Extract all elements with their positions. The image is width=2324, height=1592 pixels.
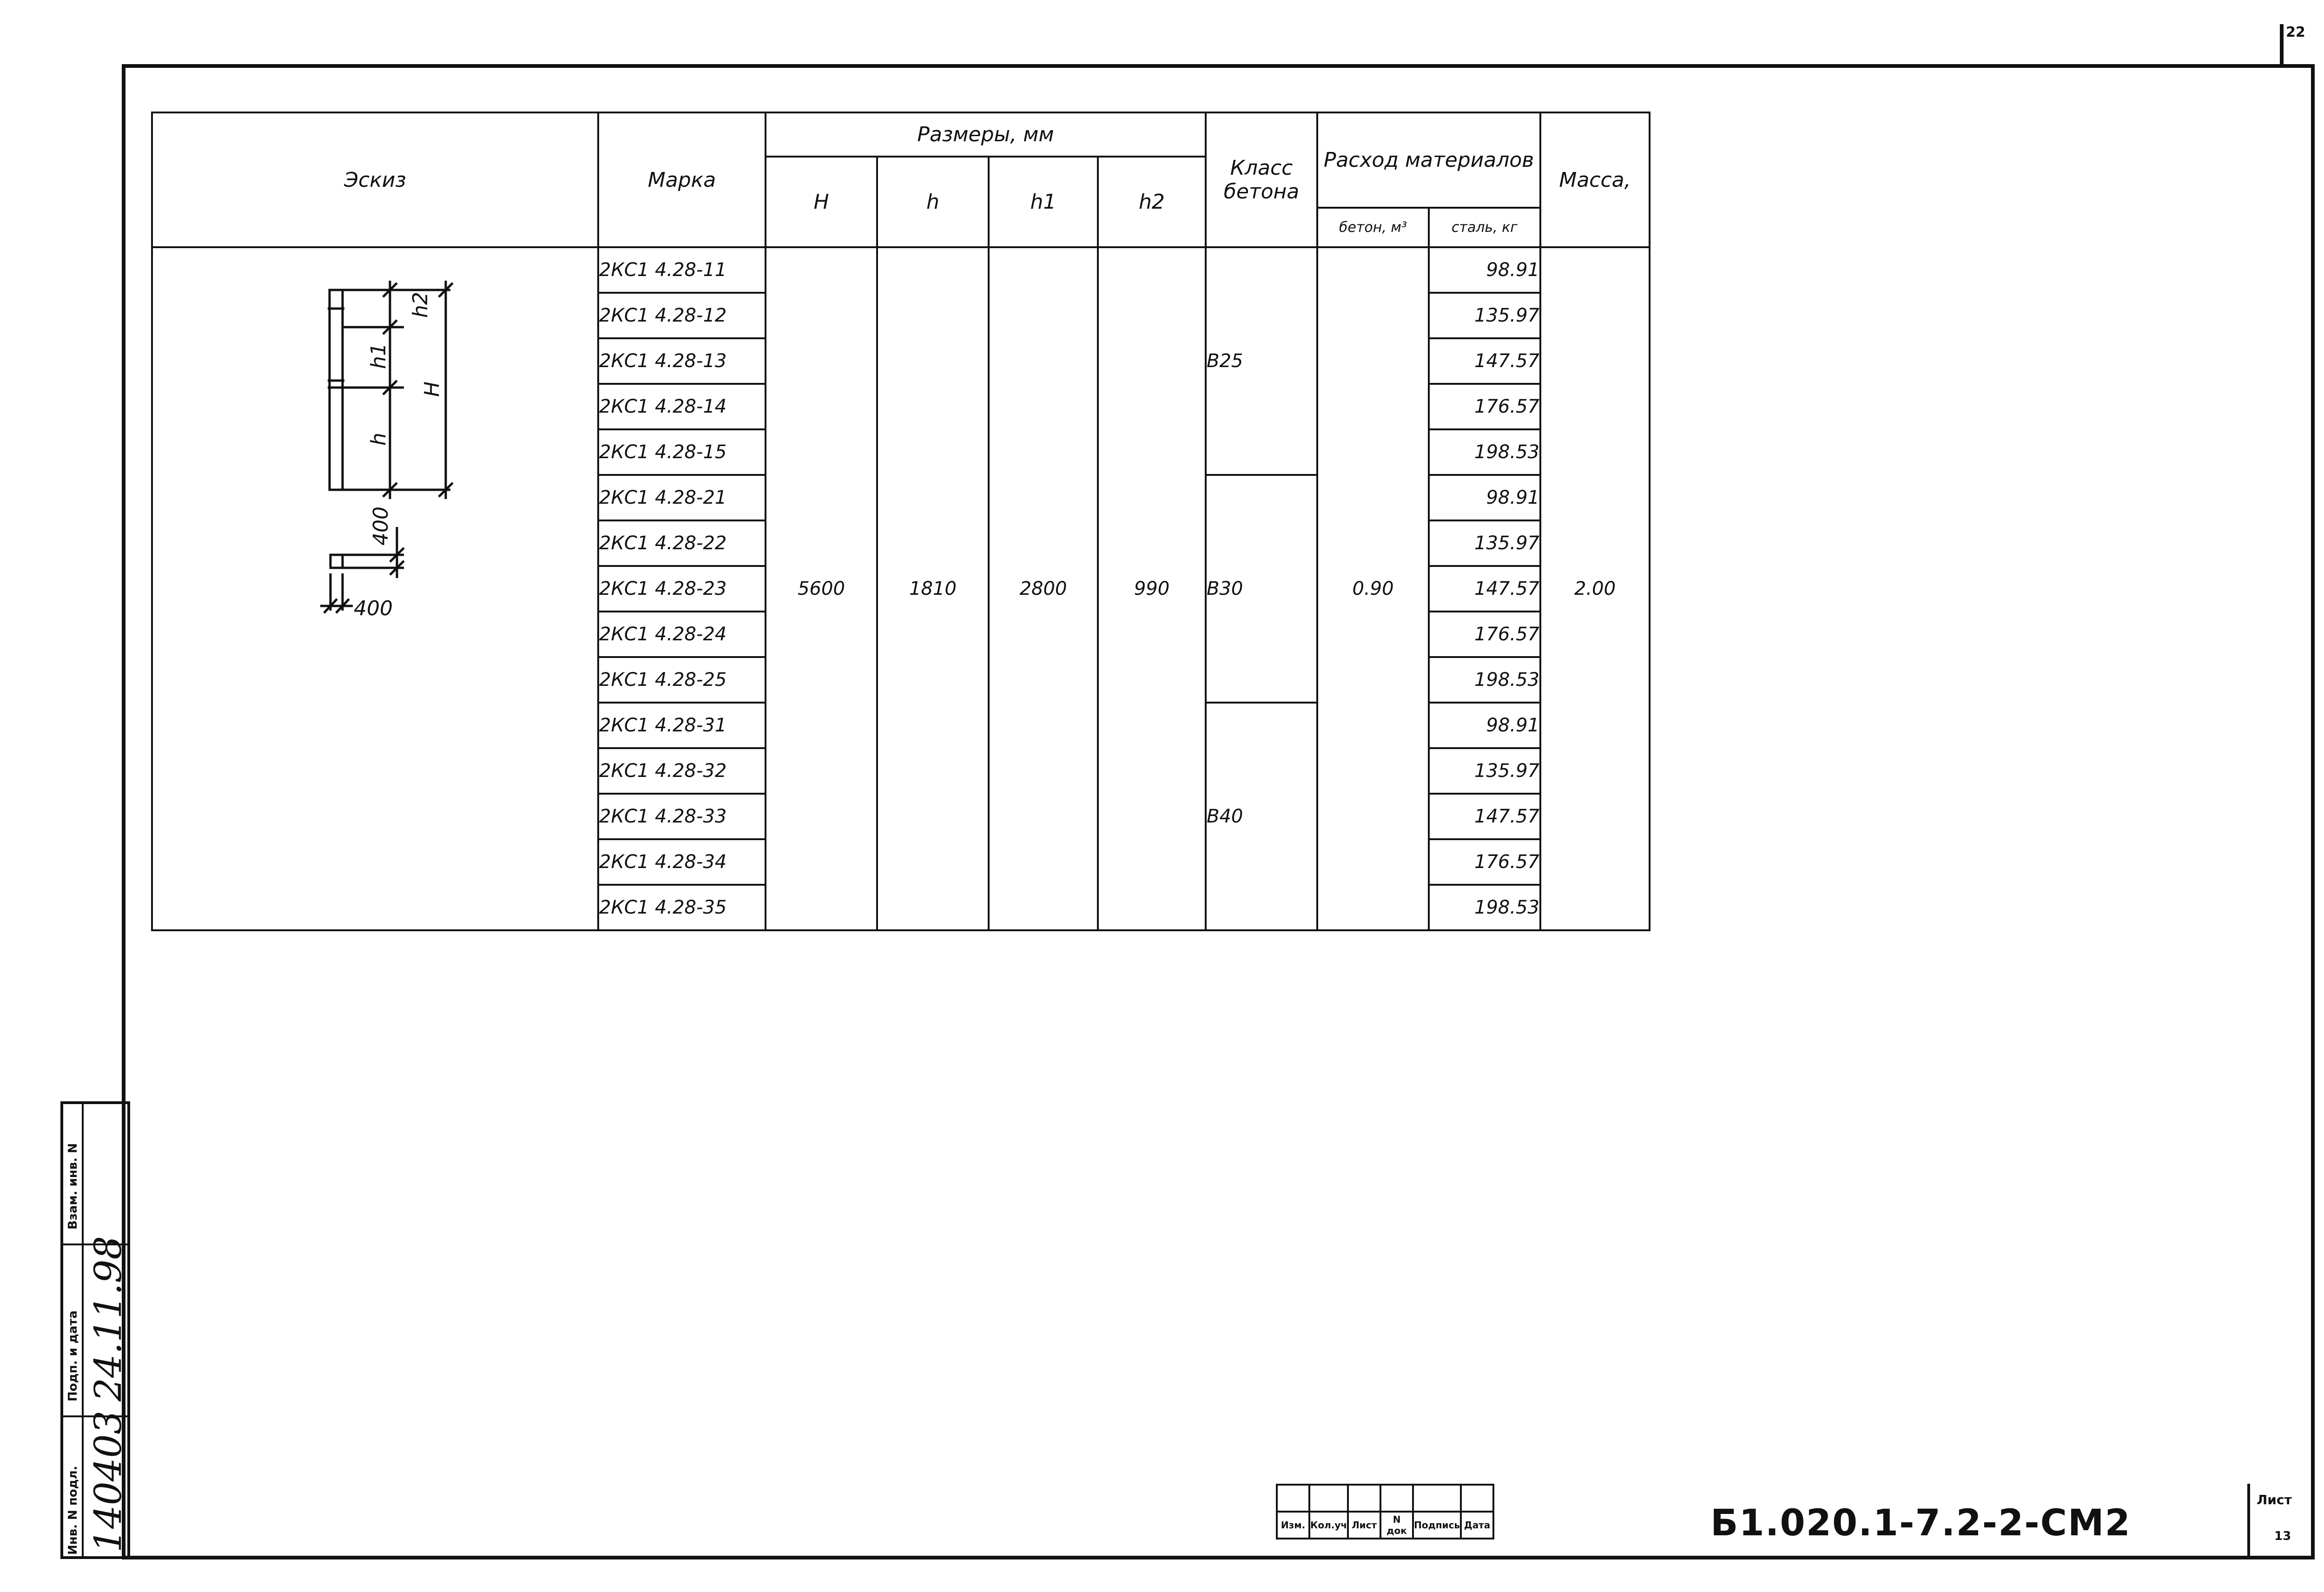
value-h2: 990 xyxy=(1098,247,1206,930)
class-b40: B40 xyxy=(1206,703,1317,930)
row-mark: 2КС1 4.28-34 xyxy=(598,839,766,885)
side-replace-label: Взам. инв. N xyxy=(66,1143,80,1230)
row-steel: 176.57 xyxy=(1429,384,1540,429)
row-mark: 2КС1 4.28-22 xyxy=(598,520,766,566)
tb-col-kol: Кол.уч xyxy=(1309,1512,1348,1539)
row-mark: 2КС1 4.28-32 xyxy=(598,748,766,794)
class-b25: B25 xyxy=(1206,247,1317,475)
header-dimensions: Размеры, мм xyxy=(766,112,1206,157)
header-mass: Масса, xyxy=(1540,112,1650,247)
row-steel: 135.97 xyxy=(1429,748,1540,794)
row-steel: 198.53 xyxy=(1429,657,1540,703)
row-steel: 147.57 xyxy=(1429,794,1540,839)
row-mark: 2КС1 4.28-11 xyxy=(598,247,766,293)
row-steel: 135.97 xyxy=(1429,520,1540,566)
row-mark: 2КС1 4.28-12 xyxy=(598,293,766,338)
row-steel: 98.91 xyxy=(1429,475,1540,520)
value-mass: 2.00 xyxy=(1540,247,1650,930)
title-block xyxy=(1276,1484,2315,1559)
row-steel: 198.53 xyxy=(1429,429,1540,475)
value-concrete: 0.90 xyxy=(1317,247,1429,930)
sketch-cell xyxy=(152,247,598,930)
row-steel: 135.97 xyxy=(1429,293,1540,338)
value-h1: 2800 xyxy=(989,247,1098,930)
side-sign-value: 24.11.98 xyxy=(86,1236,130,1401)
row-mark: 2КС1 4.28-24 xyxy=(598,612,766,657)
tb-col-izm: Изм. xyxy=(1277,1512,1309,1539)
sketch-label-400-b: 400 xyxy=(354,597,393,620)
row-mark: 2КС1 4.28-14 xyxy=(598,384,766,429)
sketch-label-400-a: 400 xyxy=(369,507,393,546)
header-sketch: Эскиз xyxy=(152,112,598,247)
sketch-label-h1: h1 xyxy=(367,343,390,369)
header-mark: Марка xyxy=(598,112,766,247)
row-mark: 2КС1 4.28-21 xyxy=(598,475,766,520)
class-b30: B30 xyxy=(1206,475,1317,703)
header-h: h xyxy=(877,157,989,247)
tb-col-ndok: N док xyxy=(1380,1512,1413,1539)
header-H: H xyxy=(766,157,877,247)
row-mark: 2КС1 4.28-23 xyxy=(598,566,766,612)
column-sketch xyxy=(153,248,599,917)
corner-tick xyxy=(2280,24,2284,66)
side-sign-label: Подп. и дата xyxy=(66,1310,80,1401)
side-divider xyxy=(82,1104,84,1556)
row-steel: 176.57 xyxy=(1429,612,1540,657)
value-h: 1810 xyxy=(877,247,989,930)
tb-col-date: Дата xyxy=(1461,1512,1493,1539)
row-steel: 147.57 xyxy=(1429,566,1540,612)
tb-col-list: Лист xyxy=(1348,1512,1380,1539)
row-mark: 2КС1 4.28-25 xyxy=(598,657,766,703)
sketch-label-h: h xyxy=(367,433,390,446)
document-code: Б1.020.1-7.2-2-СМ2 xyxy=(1710,1502,2131,1544)
sketch-label-h2: h2 xyxy=(409,292,432,318)
header-h2: h2 xyxy=(1098,157,1206,247)
row-steel: 147.57 xyxy=(1429,338,1540,384)
row-mark: 2КС1 4.28-33 xyxy=(598,794,766,839)
row-mark: 2КС1 4.28-15 xyxy=(598,429,766,475)
tb-col-sign: Подпись xyxy=(1413,1512,1461,1539)
side-inv-value: 140403 xyxy=(86,1410,130,1553)
sheet-number: 13 xyxy=(2274,1529,2291,1543)
row-steel: 176.57 xyxy=(1429,839,1540,885)
title-block-grid xyxy=(1276,1484,1494,1539)
row-mark: 2КС1 4.28-35 xyxy=(598,885,766,930)
sheet-label: Лист xyxy=(2257,1492,2292,1507)
row-mark: 2КС1 4.28-13 xyxy=(598,338,766,384)
header-h1: h1 xyxy=(989,157,1098,247)
sketch-label-H: H xyxy=(420,381,444,397)
row-steel: 98.91 xyxy=(1429,703,1540,748)
row-steel: 98.91 xyxy=(1429,247,1540,293)
side-stamp xyxy=(60,1101,130,1559)
spec-table xyxy=(151,112,1651,931)
row-steel: 198.53 xyxy=(1429,885,1540,930)
side-inv-label: Инв. N подл. xyxy=(66,1466,80,1555)
header-concrete-class: Класс бетона xyxy=(1206,112,1317,247)
header-concrete: бетон, м³ xyxy=(1317,208,1429,247)
row-mark: 2КС1 4.28-31 xyxy=(598,703,766,748)
value-H: 5600 xyxy=(766,247,877,930)
header-steel: сталь, кг xyxy=(1429,208,1540,247)
corner-sheet-number: 22 xyxy=(2286,24,2305,40)
header-materials: Расход материалов xyxy=(1317,112,1540,208)
